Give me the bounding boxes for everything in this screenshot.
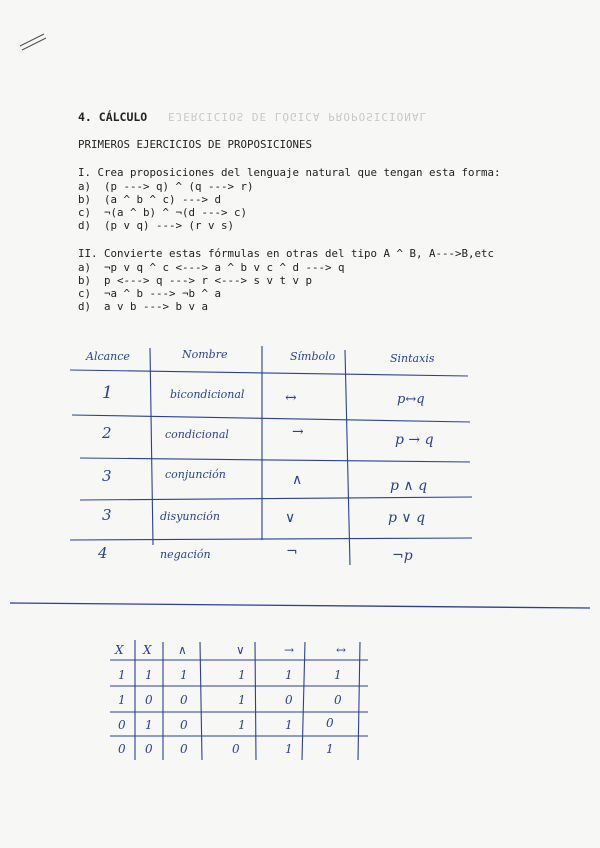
col-header-sintaxis: Sintaxis <box>390 352 435 365</box>
truth-cell: 0 <box>232 742 240 756</box>
truth-cell: 0 <box>326 716 334 730</box>
row-nombre: condicional <box>165 428 229 441</box>
truth-cell: 1 <box>326 742 334 756</box>
truth-cell: 0 <box>285 693 293 707</box>
row-simbolo: ↔ <box>285 390 297 406</box>
truth-cell: 1 <box>334 668 342 682</box>
col-header-simbolo: Símbolo <box>290 350 336 363</box>
part2-item: d) a v b ---> b v a <box>78 300 209 313</box>
truth-header: ↔ <box>336 643 347 657</box>
part1-item: d) (p v q) ---> (r v s) <box>78 219 235 232</box>
truth-cell: 1 <box>285 668 293 682</box>
part1-item: a) (p ---> q) ^ (q ---> r) <box>78 180 254 193</box>
truth-cell: 0 <box>118 742 126 756</box>
truth-cell: 0 <box>118 718 126 732</box>
row-simbolo: ∨ <box>285 510 296 526</box>
truth-cell: 0 <box>180 693 188 707</box>
row-sintaxis: p ∧ q <box>390 478 428 494</box>
truth-cell: 1 <box>238 668 246 682</box>
truth-cell: 1 <box>118 668 126 682</box>
truth-header: X <box>143 643 152 657</box>
truth-cell: 0 <box>180 742 188 756</box>
row-alcance: 3 <box>102 467 112 485</box>
row-nombre: negación <box>160 548 211 561</box>
part2-heading: II. Convierte estas fórmulas en otras del tipo A ^ B, A--->B,etc <box>78 247 495 260</box>
truth-cell: 0 <box>180 718 188 732</box>
row-sintaxis: ¬p <box>392 548 413 564</box>
row-nombre: bicondicional <box>170 388 245 401</box>
row-alcance: 2 <box>102 424 112 442</box>
row-alcance: 1 <box>102 383 113 403</box>
truth-header: X <box>115 643 124 657</box>
truth-header: ∨ <box>236 643 245 657</box>
row-simbolo: ¬ <box>286 544 298 560</box>
truth-header: ∧ <box>178 643 187 657</box>
row-nombre: conjunción <box>165 468 226 481</box>
truth-cell: 1 <box>238 693 246 707</box>
part1-item: b) (a ^ b ^ c) ---> d <box>78 193 222 206</box>
truth-cell: 1 <box>118 693 126 707</box>
section-title: 4. CÁLCULO <box>78 110 148 124</box>
part1-item: c) ¬(a ^ b) ^ ¬(d ---> c) <box>78 206 248 219</box>
row-alcance: 3 <box>102 506 112 524</box>
truth-cell: 1 <box>285 718 293 732</box>
document-subtitle: PRIMEROS EJERCICIOS DE PROPOSICIONES <box>78 138 313 151</box>
row-sintaxis: p → q <box>395 432 434 448</box>
truth-cell: 1 <box>238 718 246 732</box>
truth-cell: 0 <box>334 693 342 707</box>
part2-item: a) ¬p v q ^ c <---> a ^ b v c ^ d ---> q <box>78 261 345 274</box>
part1-heading: I. Crea proposiciones del lenguaje natural que tengan esta forma: <box>78 166 501 179</box>
truth-cell: 1 <box>180 668 188 682</box>
row-alcance: 4 <box>98 544 108 562</box>
row-sintaxis: p↔q <box>397 392 425 407</box>
part2-item: c) ¬a ^ b ---> ¬b ^ a <box>78 287 222 300</box>
truth-cell: 1 <box>145 668 153 682</box>
truth-cell: 0 <box>145 693 153 707</box>
truth-header: → <box>284 643 295 657</box>
truth-cell: 1 <box>285 742 293 756</box>
truth-cell: 1 <box>145 718 153 732</box>
row-sintaxis: p ∨ q <box>388 510 426 526</box>
row-simbolo: → <box>292 424 304 440</box>
bleed-through-text: EJERCICIOS DE LÓGICA PROPOSICIONAL <box>168 110 428 123</box>
truth-cell: 0 <box>145 742 153 756</box>
col-header-alcance: Alcance <box>86 350 130 363</box>
part2-item: b) p <---> q ---> r <---> s v t v p <box>78 274 313 287</box>
col-header-nombre: Nombre <box>182 348 228 361</box>
row-nombre: disyunción <box>160 510 220 523</box>
row-simbolo: ∧ <box>292 472 303 488</box>
